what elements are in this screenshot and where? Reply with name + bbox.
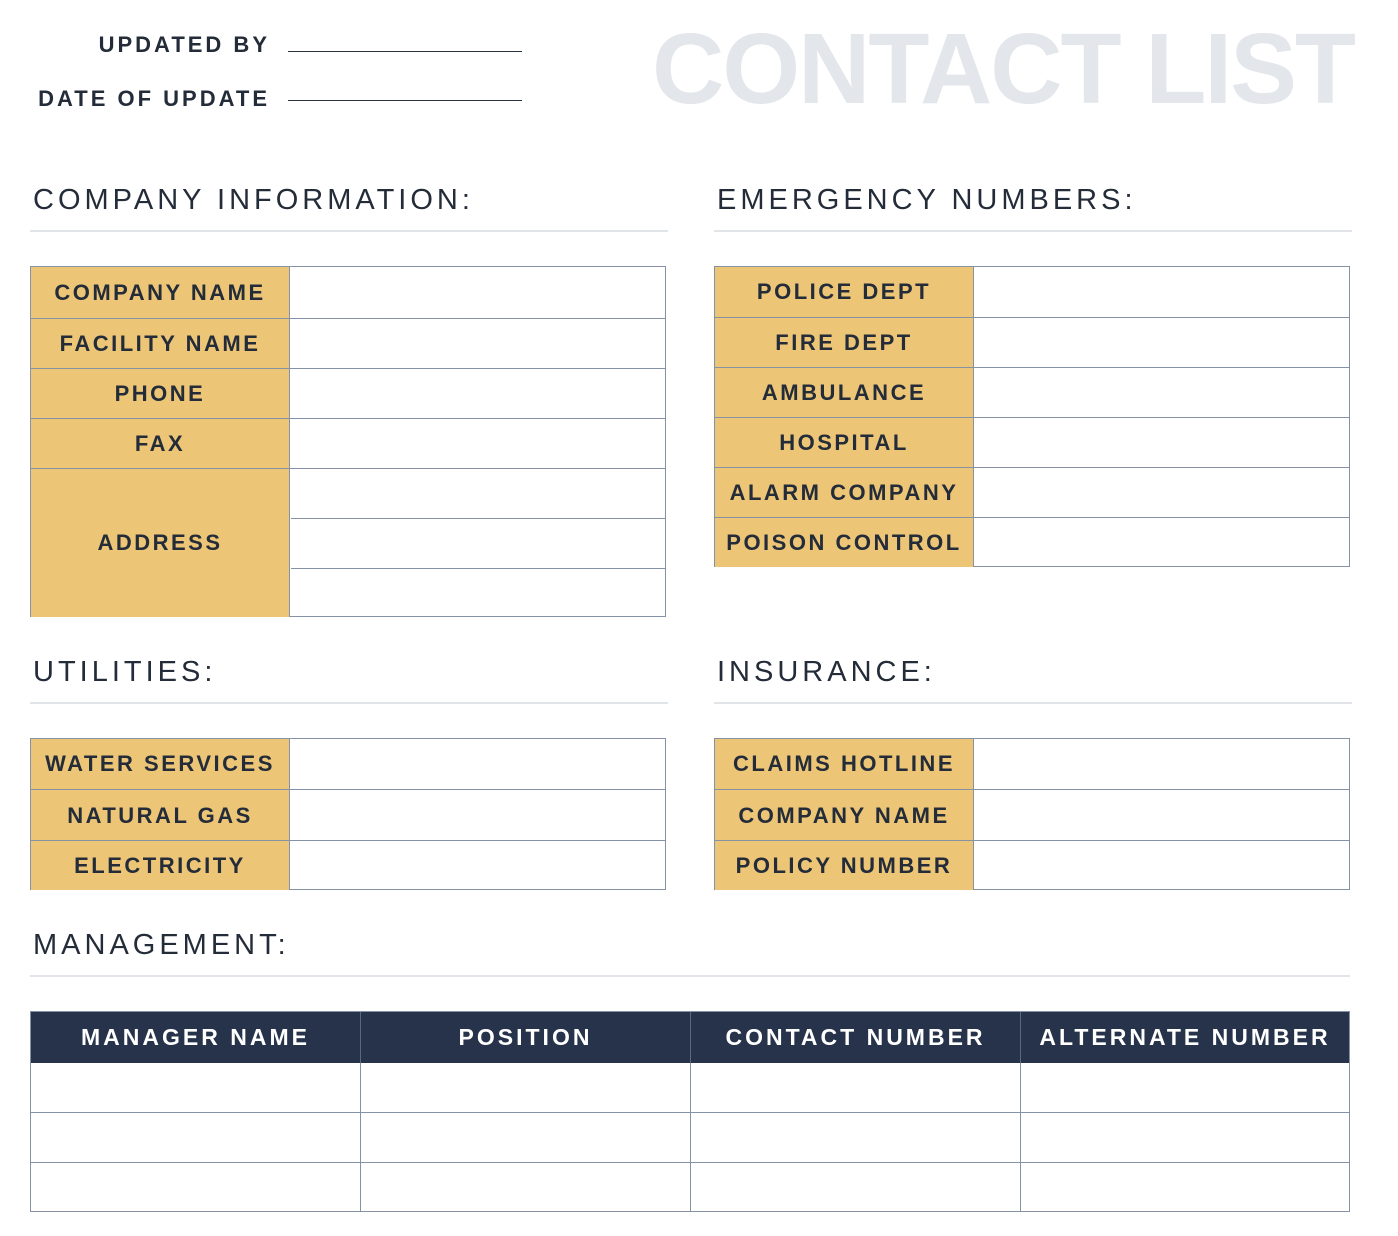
- insurance-company-name-label: COMPANY NAME: [715, 790, 974, 841]
- water-services-label: WATER SERVICES: [31, 739, 290, 789]
- hospital-row: [715, 417, 1349, 468]
- electricity-row: [31, 840, 665, 890]
- emergency-numbers-rule: [714, 230, 1352, 232]
- alarm-company-row: [715, 467, 1349, 518]
- claims-hotline-row: [715, 739, 1349, 789]
- company-information-table: [30, 266, 666, 617]
- fire-dept-row: [715, 317, 1349, 368]
- ambulance-label: AMBULANCE: [715, 368, 974, 418]
- company-name-row: [31, 267, 665, 318]
- fax-label: FAX: [31, 419, 290, 469]
- address-label: ADDRESS: [31, 469, 290, 617]
- header-divider: [360, 1012, 361, 1063]
- fire-dept-field[interactable]: [975, 318, 1349, 368]
- police-dept-label: POLICE DEPT: [715, 267, 974, 317]
- electricity-field[interactable]: [291, 841, 665, 890]
- police-dept-row: [715, 267, 1349, 317]
- date-of-update-field[interactable]: [288, 100, 522, 101]
- phone-label: PHONE: [31, 369, 290, 419]
- contact-number-cell[interactable]: [691, 1163, 1020, 1211]
- manager-name-cell[interactable]: [31, 1163, 360, 1211]
- policy-number-label: POLICY NUMBER: [715, 841, 974, 890]
- management-table: [30, 1011, 1350, 1212]
- insurance-title: INSURANCE:: [717, 656, 936, 688]
- electricity-label: ELECTRICITY: [31, 841, 290, 890]
- ambulance-row: [715, 367, 1349, 418]
- police-dept-field[interactable]: [975, 267, 1349, 317]
- facility-name-label: FACILITY NAME: [31, 319, 290, 369]
- management-title: MANAGEMENT:: [33, 929, 290, 961]
- position-cell[interactable]: [361, 1113, 690, 1162]
- alarm-company-label: ALARM COMPANY: [715, 468, 974, 518]
- position-header: POSITION: [458, 1024, 593, 1050]
- fire-dept-label: FIRE DEPT: [715, 318, 974, 368]
- company-name-field[interactable]: [291, 267, 665, 318]
- manager-name-cell[interactable]: [31, 1113, 360, 1162]
- address-line-1-field[interactable]: [291, 469, 665, 518]
- facility-name-row: [31, 318, 665, 369]
- updated-by-field[interactable]: [288, 51, 522, 52]
- address-line-3-field[interactable]: [291, 569, 665, 617]
- date-of-update-label: DATE OF UPDATE: [38, 86, 270, 111]
- poison-control-field[interactable]: [975, 518, 1349, 567]
- alarm-company-field[interactable]: [975, 468, 1349, 518]
- utilities-rule: [30, 702, 668, 704]
- poison-control-label: POISON CONTROL: [715, 518, 974, 567]
- company-name-label: COMPANY NAME: [31, 267, 290, 318]
- claims-hotline-field[interactable]: [975, 739, 1349, 789]
- position-cell[interactable]: [361, 1063, 690, 1112]
- phone-row: [31, 368, 665, 419]
- water-services-field[interactable]: [291, 739, 665, 789]
- company-information-title: COMPANY INFORMATION:: [33, 184, 474, 216]
- water-services-row: [31, 739, 665, 789]
- address-row: [31, 468, 665, 617]
- fax-field[interactable]: [291, 419, 665, 469]
- emergency-numbers-title: EMERGENCY NUMBERS:: [717, 184, 1137, 216]
- updated-by-label: UPDATED BY: [98, 32, 270, 57]
- emergency-numbers-table: [714, 266, 1350, 567]
- header-divider: [690, 1012, 691, 1063]
- utilities-title: UTILITIES:: [33, 656, 217, 688]
- natural-gas-field[interactable]: [291, 790, 665, 841]
- facility-name-field[interactable]: [291, 319, 665, 369]
- alternate-number-cell[interactable]: [1021, 1113, 1349, 1162]
- contact-number-header: CONTACT NUMBER: [725, 1024, 986, 1050]
- utilities-table: [30, 738, 666, 890]
- poison-control-row: [715, 517, 1349, 567]
- alternate-number-header: ALTERNATE NUMBER: [1039, 1024, 1331, 1050]
- contact-number-cell[interactable]: [691, 1063, 1020, 1112]
- claims-hotline-label: CLAIMS HOTLINE: [715, 739, 974, 789]
- ambulance-field[interactable]: [975, 368, 1349, 418]
- company-information-rule: [30, 230, 668, 232]
- page-title: CONTACT LIST: [652, 13, 1354, 125]
- alternate-number-cell[interactable]: [1021, 1063, 1349, 1112]
- contact-number-cell[interactable]: [691, 1113, 1020, 1162]
- hospital-field[interactable]: [975, 418, 1349, 468]
- policy-number-field[interactable]: [975, 841, 1349, 890]
- alternate-number-cell[interactable]: [1021, 1163, 1349, 1211]
- phone-field[interactable]: [291, 369, 665, 419]
- insurance-company-name-row: [715, 789, 1349, 841]
- header-divider: [1020, 1012, 1021, 1063]
- natural-gas-label: NATURAL GAS: [31, 790, 290, 841]
- insurance-company-name-field[interactable]: [975, 790, 1349, 841]
- natural-gas-row: [31, 789, 665, 841]
- insurance-rule: [714, 702, 1352, 704]
- manager-name-cell[interactable]: [31, 1063, 360, 1112]
- manager-name-header: MANAGER NAME: [81, 1024, 310, 1050]
- hospital-label: HOSPITAL: [715, 418, 974, 468]
- fax-row: [31, 418, 665, 469]
- insurance-table: [714, 738, 1350, 890]
- policy-number-row: [715, 840, 1349, 890]
- position-cell[interactable]: [361, 1163, 690, 1211]
- address-line-2-field[interactable]: [291, 519, 665, 568]
- management-rule: [30, 975, 1350, 977]
